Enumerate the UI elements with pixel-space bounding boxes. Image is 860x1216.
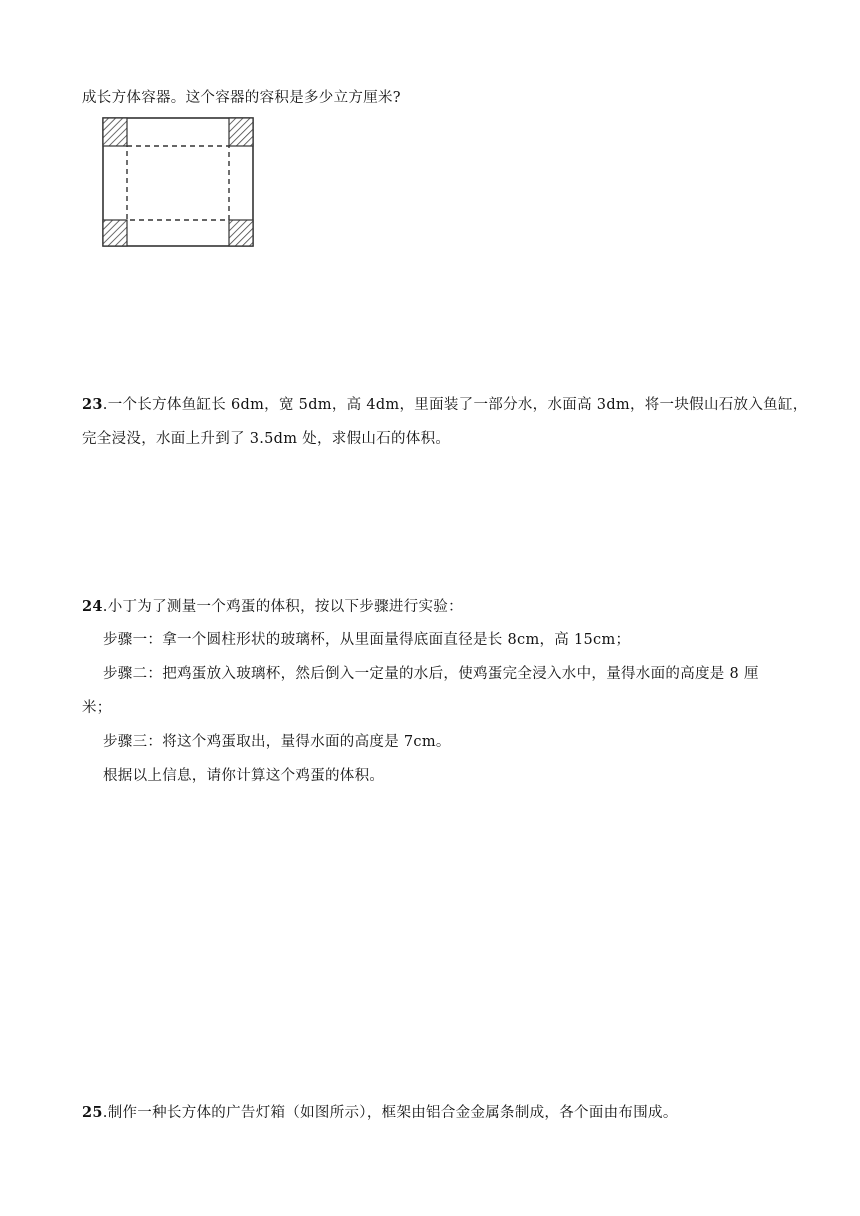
question-24-step-3: 步骤三：将这个鸡蛋取出，量得水面的高度是 7cm。 xyxy=(103,734,451,750)
question-24-step-1: 步骤一：拿一个圆柱形状的玻璃杯，从里面量得底面直径是长 8cm，高 15cm； xyxy=(103,632,631,648)
question-number: 23 xyxy=(82,396,103,413)
cut-corner-rectangle-figure xyxy=(102,117,254,247)
question-24-step-2: 步骤二：把鸡蛋放入玻璃杯，然后倒入一定量的水后，使鸡蛋完全浸入水中，量得水面的高度是 8 厘 xyxy=(103,666,759,682)
question-22-tail: 成长方体容器。这个容器的容积是多少立方厘米? xyxy=(82,90,401,106)
corner-cut-bottom-right xyxy=(229,220,253,246)
question-23-line-2: 完全浸没，水面上升到了 3.5dm 处，求假山石的体积。 xyxy=(82,431,451,447)
question-23-text-1: .一个长方体鱼缸长 6dm，宽 5dm，高 4dm，里面装了一部分水，水面高 3dm，将一块假山石放入鱼缸， xyxy=(102,397,808,413)
question-24-ask: 根据以上信息，请你计算这个鸡蛋的体积。 xyxy=(103,768,385,784)
question-24-intro-text: .小丁为了测量一个鸡蛋的体积，按以下步骤进行实验： xyxy=(102,599,463,615)
question-25-text-1: .制作一种长方体的广告灯箱（如图所示），框架由铝合金金属条制成，各个面由布围成。 xyxy=(102,1105,678,1121)
question-24-intro xyxy=(82,597,463,617)
question-25-line-1 xyxy=(82,1103,678,1123)
question-number: 25 xyxy=(82,1104,103,1121)
question-24-step-2-cont: 米； xyxy=(82,700,112,716)
question-number: 24 xyxy=(82,598,103,615)
corner-cut-top-left xyxy=(103,118,127,146)
corner-cut-bottom-left xyxy=(103,220,127,246)
question-23-line-1 xyxy=(82,395,808,415)
corner-cut-top-right xyxy=(229,118,253,146)
